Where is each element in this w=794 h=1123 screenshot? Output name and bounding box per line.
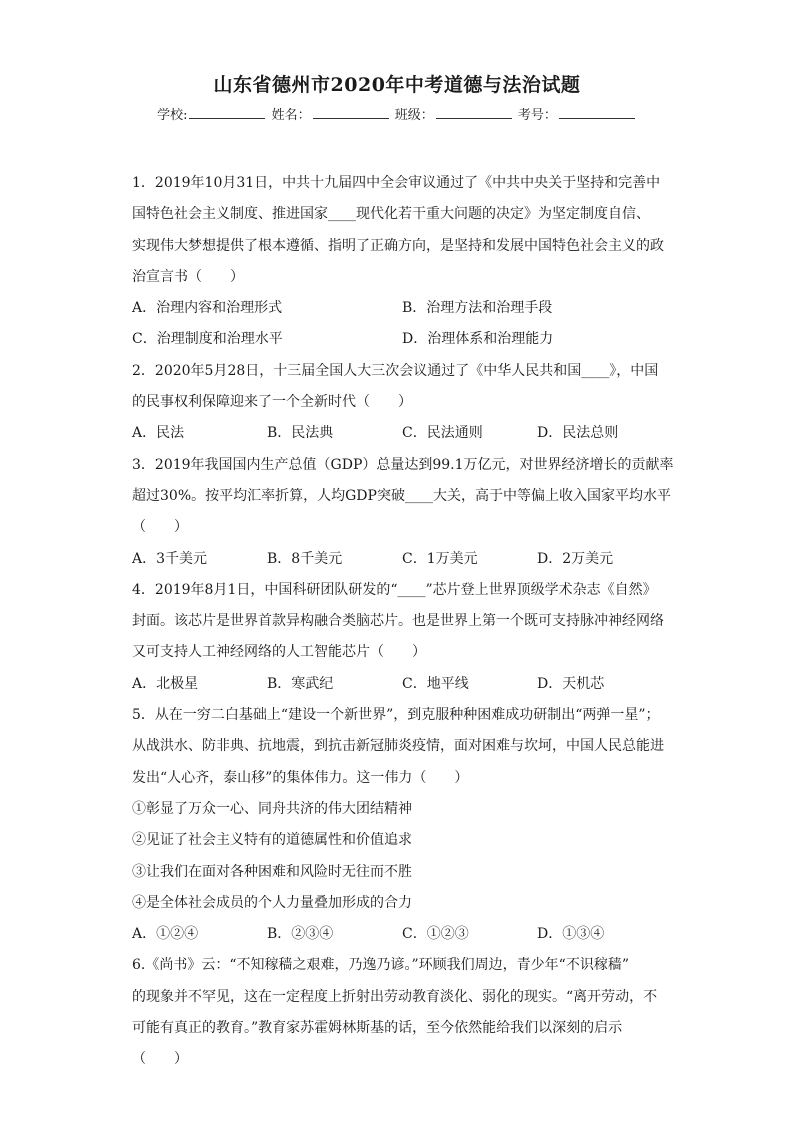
options-row xyxy=(132,418,672,449)
school-label: 学校: xyxy=(157,108,188,123)
question-list xyxy=(132,168,672,1076)
exam-no-label: 考号： xyxy=(517,108,557,123)
name-label: 姓名： xyxy=(271,108,311,123)
class-label: 班级： xyxy=(394,108,434,123)
answer-option[interactable]: B．治理方法和治理手段 xyxy=(402,300,553,317)
answer-option[interactable]: C．治理制度和治理水平 xyxy=(132,331,283,348)
question-1 xyxy=(132,168,672,356)
question-4 xyxy=(132,575,672,700)
question-stem-line: 封面。该芯片是世界首款异构融合类脑芯片。也是世界上第一个既可支持脉冲神经网络 xyxy=(132,613,664,630)
options-row xyxy=(132,324,672,355)
question-stem-line: 1．2019年10月31日，中共十九届四中全会审议通过了《中共中央关于坚持和完善中 xyxy=(132,175,661,191)
options-row xyxy=(132,919,672,950)
question-stem-line: 6.《尚书》云：“不知稼穑之艰难，乃逸乃谚。”环顾我们周边，青少年“不识稼穑” xyxy=(132,957,629,974)
question-stem-line: 4．2019年8月1日，中国科研团队研发的“____”芯片登上世界顶级学术杂志《自然》 xyxy=(132,581,657,598)
answer-option[interactable]: C．①②③ xyxy=(402,926,469,943)
question-5 xyxy=(132,700,672,950)
answer-option[interactable]: A．3千美元 xyxy=(132,550,208,567)
question-stem-line: 治宣言书（ ） xyxy=(132,268,244,285)
question-3 xyxy=(132,450,672,575)
options-row xyxy=(132,293,672,324)
answer-option[interactable]: A．民法 xyxy=(132,425,185,442)
statement-item: ②见证了社会主义特有的道德属性和价值追求 xyxy=(132,832,412,849)
options-row xyxy=(132,544,672,575)
question-stem-line: 发出“人心齐，泰山移”的集体伟力。这一伟力（ ） xyxy=(132,769,469,786)
question-stem-line: 国特色社会主义制度、推进国家____现代化若干重大问题的决定》为坚定制度自信、 xyxy=(132,206,650,223)
answer-option[interactable]: A．①②④ xyxy=(132,926,199,943)
answer-option[interactable]: D．民法总则 xyxy=(537,425,619,442)
options-row xyxy=(132,669,672,700)
answer-option[interactable]: B．8千美元 xyxy=(267,550,343,567)
question-stem-line: 实现伟大梦想提供了根本遵循、指明了正确方向，是坚持和发展中国特色社会主义的政 xyxy=(132,237,664,254)
answer-option[interactable]: D．①③④ xyxy=(537,926,605,943)
answer-option[interactable]: C．地平线 xyxy=(402,675,469,692)
answer-option[interactable]: B．②③④ xyxy=(267,926,334,943)
question-stem-line: 2．2020年5月28日，十三届全国人大三次会议通过了《中华人民共和国____》，中国 xyxy=(132,362,659,379)
question-stem-line: 的民事权利保障迎来了一个全新时代（ ） xyxy=(132,394,412,411)
question-stem-line: 3．2019年我国国内生产总值（GDP）总量达到99.1万亿元，对世界经济增长的贡献率 xyxy=(132,456,674,473)
question-stem-line: 的现象并不罕见，这在一定程度上折射出劳动教育淡化、弱化的现实。“离开劳动，不 xyxy=(132,988,658,1005)
student-info-line xyxy=(0,104,794,123)
class-blank[interactable] xyxy=(436,106,512,119)
answer-option[interactable]: C．民法通则 xyxy=(402,425,483,442)
question-stem-line: （ ） xyxy=(132,519,188,536)
question-stem-line: 从战洪水、防非典、抗地震，到抗击新冠肺炎疫情，面对困难与坎坷，中国人民总能进 xyxy=(132,738,664,755)
question-stem-line: 超过30%。按平均汇率折算，人均GDP突破____大关，高于中等偏上收入国家平均水平 xyxy=(132,487,671,504)
answer-option[interactable]: A．治理内容和治理形式 xyxy=(132,300,283,317)
school-blank[interactable] xyxy=(189,106,265,119)
question-stem-line: （ ） xyxy=(132,1051,188,1068)
answer-option[interactable]: D．治理体系和治理能力 xyxy=(402,331,554,348)
exam-no-blank[interactable] xyxy=(559,106,635,119)
question-2 xyxy=(132,356,672,450)
answer-option[interactable]: A．北极星 xyxy=(132,675,199,692)
answer-option[interactable]: D．天机芯 xyxy=(537,675,605,692)
question-stem-line: 可能有真正的教育。”教育家苏霍姆林斯基的话，至今依然能给我们以深刻的启示 xyxy=(132,1020,623,1037)
answer-option[interactable]: B．民法典 xyxy=(267,425,334,442)
name-blank[interactable] xyxy=(313,106,389,119)
question-stem-line: 又可支持人工神经网络的人工智能芯片（ ） xyxy=(132,644,426,661)
question-stem-line: 5．从在一穷二白基础上“建设一个新世界”，到克服种种困难成功研制出“两弹一星”； xyxy=(132,707,660,724)
statement-item: ①彰显了万众一心、同舟共济的伟大团结精神 xyxy=(132,800,412,817)
page-title: 山东省德州市2020年中考道德与法治试题 xyxy=(213,74,581,96)
statement-item: ③让我们在面对各种困难和风险时无往而不胜 xyxy=(132,863,412,880)
question-6 xyxy=(132,950,672,1075)
answer-option[interactable]: D．2万美元 xyxy=(537,550,614,567)
answer-option[interactable]: B．寒武纪 xyxy=(267,675,334,692)
statement-item: ④是全体社会成员的个人力量叠加形成的合力 xyxy=(132,894,412,911)
answer-option[interactable]: C．1万美元 xyxy=(402,550,478,567)
